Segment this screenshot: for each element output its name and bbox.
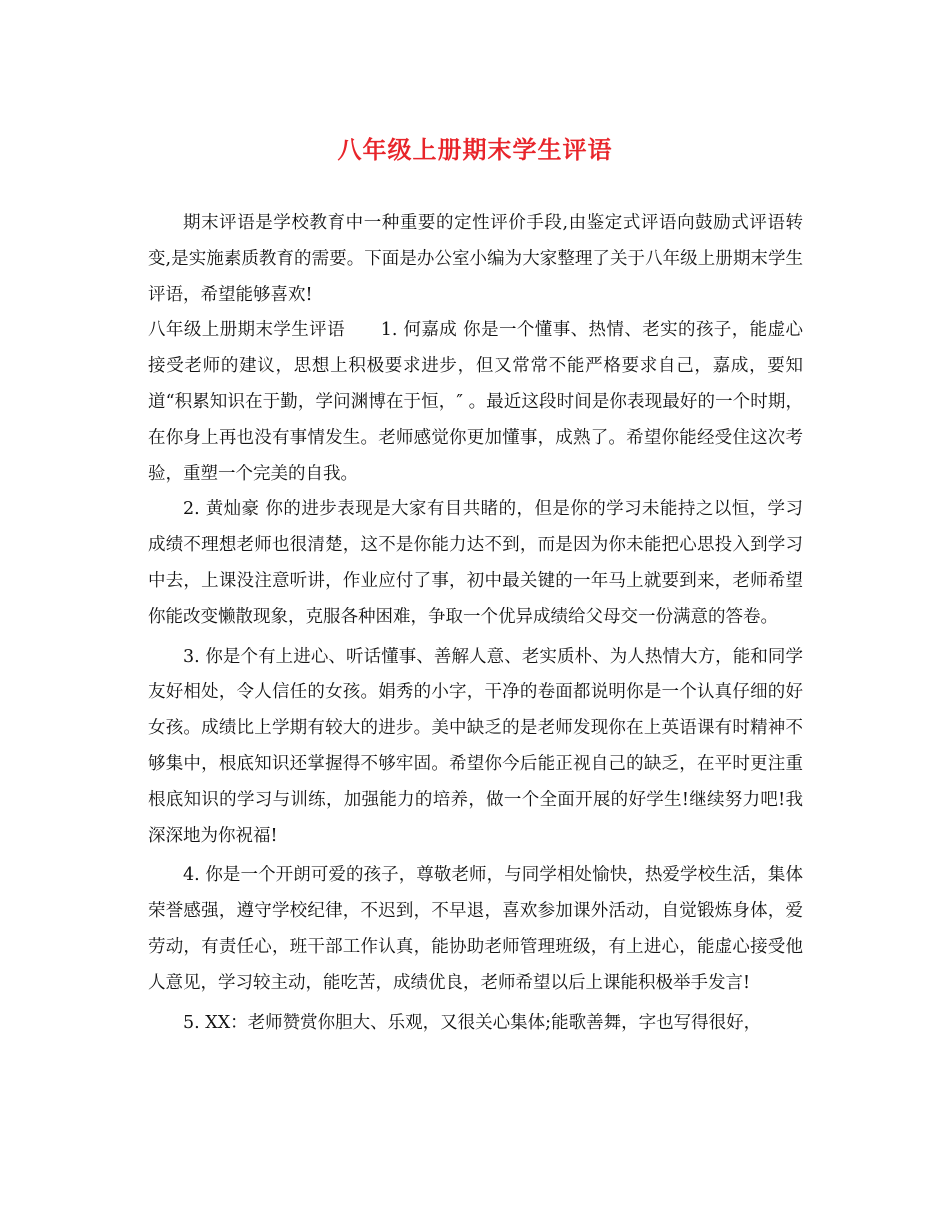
document-body (148, 206, 803, 1041)
comment-paragraph-1: 八年级上册期末学生评语 1. 何嘉成 你是一个懂事、热情、老实的孩子，能虚心接受老师的建议，思想上积极要求进步，但又常常不能严格要求自己，嘉成，要知道“积累知识在于勤，学问渊博在于恒，″ 。最近这段时间是你表现最好的一个时期，在你身上再也没有事情发生。老师感觉你更加懂事，成熟了。希望你能经受住这次考验，重塑一个完美的自我。 (148, 320, 803, 484)
document-title: 八年级上册期末学生评语 (337, 135, 613, 164)
intro-paragraph: 期末评语是学校教育中一种重要的定性评价手段,由鉴定式评语向鼓励式评语转变,是实施素质教育的需要。下面是办公室小编为大家整理了关于八年级上册期末学生评语，希望能够喜欢! (148, 213, 803, 305)
comment-paragraph-5: 5. XX：老师赞赏你胆大、乐观，又很关心集体;能歌善舞，字也写得很好， (183, 1012, 762, 1033)
comment-paragraph-3: 3. 你是个有上进心、听话懂事、善解人意、老实质朴、为人热情大方，能和同学友好相处，令人信任的女孩。娟秀的小字，干净的卷面都说明你是一个认真仔细的好女孩。成绩比上学期有较大的进步。美中缺乏的是老师发现你在上英语课有时精神不够集中，根底知识还掌握得不够牢固。希望你今后能正视自己的缺乏，在平时更注重根底知识的学习与训练，加强能力的培养，做一个全面开展的好学生!继续努力吧!我深深地为你祝福! (148, 646, 803, 846)
comment-paragraph-2: 2. 黄灿豪 你的进步表现是大家有目共睹的，但是你的学习未能持之以恒，学习成绩不理想老师也很清楚，这不是你能力达不到，而是因为你未能把心思投入到学习中去，上课没注意听讲，作业应付了事，初中最关键的一年马上就要到来，老师希望你能改变懒散现象，克服各种困难，争取一个优异成绩给父母交一份满意的答卷。 (148, 499, 803, 627)
comment-paragraph-4: 4. 你是一个开朗可爱的孩子，尊敬老师，与同学相处愉快，热爱学校生活，集体荣誉感强，遵守学校纪律，不迟到，不早退，喜欢参加课外活动，自觉锻炼身体，爱劳动，有责任心，班干部工作认真，能协助老师管理班级，有上进心，能虚心接受他人意见，学习较主动，能吃苦，成绩优良，老师希望以后上课能积极举手发言! (148, 865, 803, 993)
